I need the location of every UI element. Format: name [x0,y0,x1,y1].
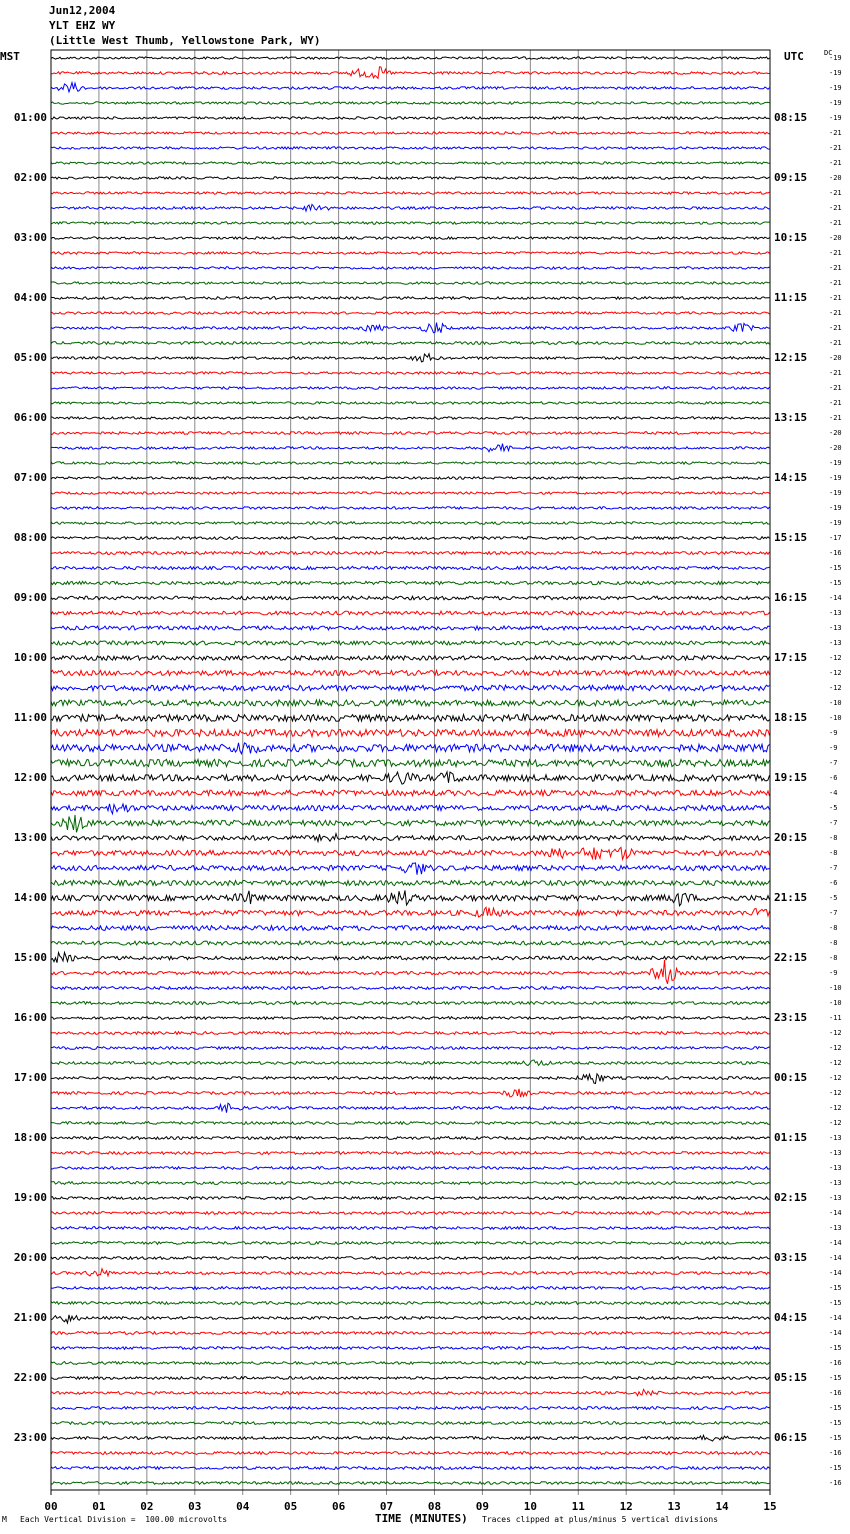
dc-offset-label: -9 [829,969,838,977]
footer-clip: Traces clipped at plus/minus 5 vertical divisions [482,1515,719,1524]
trace-66 [51,1047,770,1050]
dc-offset-label: -15 [829,1344,842,1352]
trace-63 [51,1002,770,1005]
trace-16 [51,297,770,300]
left-time-label: 17:00 [13,1071,47,1084]
left-time-label: 21:00 [13,1311,47,1324]
dc-offset-label: -8 [829,834,838,842]
trace-15 [51,282,770,284]
trace-56 [51,890,770,905]
x-tick-label: 01 [92,1500,106,1513]
dc-offset-label: -10 [829,699,842,707]
dc-offset-label: -5 [829,894,838,902]
dc-offset-label: -21 [829,144,842,152]
dc-offset-label: -10 [829,714,842,722]
trace-18 [51,323,770,333]
right-time-label: 09:15 [774,171,808,184]
x-axis-title: TIME (MINUTES) [375,1512,468,1525]
header-location: (Little West Thumb, Yellowstone Park, WY) [49,34,321,47]
dc-offset-label: -17 [829,534,842,542]
trace-13 [51,252,770,254]
dc-offset-label: -21 [829,324,842,332]
trace-12 [51,237,770,239]
trace-70 [51,1103,770,1113]
dc-offset-label: -21 [829,399,842,407]
left-time-label: 16:00 [13,1011,47,1024]
trace-1 [51,67,770,79]
dc-offset-label: -21 [829,264,842,272]
right-time-label: 14:15 [774,471,808,484]
trace-59 [51,941,770,945]
dc-offset-label: -5 [829,804,838,812]
right-time-label: 00:15 [774,1071,808,1084]
dc-offset-label: -15 [829,1374,842,1382]
trace-2 [51,83,770,92]
right-time-label: 19:15 [774,771,808,784]
left-time-label: 23:00 [13,1431,47,1444]
trace-34 [51,566,770,569]
dc-offset-label: -19 [829,69,842,77]
trace-38 [51,626,770,630]
trace-89 [51,1389,770,1395]
trace-45 [51,729,770,736]
footer-scale: Each Vertical Division = 100.00 microvolts [20,1515,228,1524]
trace-81 [51,1269,770,1276]
left-time-label: 18:00 [13,1131,47,1144]
dc-offset-label: -13 [829,624,842,632]
dc-offset-label: -13 [829,639,842,647]
header-station: YLT EHZ WY [49,19,116,32]
trace-93 [51,1452,770,1455]
traces [51,57,770,1485]
dc-offset-label: -15 [829,579,842,587]
left-time-label: 08:00 [13,531,47,544]
dc-offset-label: -16 [829,1449,842,1457]
left-time-label: 13:00 [13,831,47,844]
trace-48 [51,772,770,784]
trace-74 [51,1167,770,1170]
x-tick-label: 13 [667,1500,681,1513]
dc-offset-label: -14 [829,1209,842,1217]
dc-offset-label: -10 [829,999,842,1007]
trace-42 [51,685,770,691]
trace-36 [51,596,770,600]
dc-offset-label: -12 [829,1059,842,1067]
dc-offset-label: -20 [829,354,842,362]
trace-77 [51,1212,770,1215]
dc-offset-label: -19 [829,519,842,527]
trace-67 [51,1060,770,1066]
left-time-label: 04:00 [13,291,47,304]
dc-offset-label: -13 [829,1224,842,1232]
grid [51,50,770,1495]
dc-offset-label: -15 [829,1464,842,1472]
trace-41 [51,670,770,675]
trace-62 [51,987,770,990]
dc-offset-label: -19 [829,84,842,92]
trace-32 [51,537,770,540]
header-date: Jun12,2004 [49,4,116,17]
trace-84 [51,1315,770,1323]
trace-35 [51,581,770,584]
trace-64 [51,1017,770,1020]
dc-offset-label: -20 [829,429,842,437]
dc-offset-label: -10 [829,984,842,992]
trace-85 [51,1332,770,1335]
trace-49 [51,790,770,796]
dc-offset-label: -12 [829,654,842,662]
trace-47 [51,759,770,766]
dc-offset-label: -6 [829,879,838,887]
right-time-label: 22:15 [774,951,808,964]
trace-51 [51,815,770,832]
right-time-label: 17:15 [774,651,808,664]
right-time-label: 10:15 [774,231,808,244]
right-time-label: 15:15 [774,531,808,544]
dc-offset-label: -19 [829,54,842,62]
left-time-label: 07:00 [13,471,47,484]
dc-offset-label: -13 [829,1194,842,1202]
right-time-label: 02:15 [774,1191,808,1204]
trace-73 [51,1152,770,1155]
left-time-label: 03:00 [13,231,47,244]
dc-offset-label: -13 [829,1149,842,1157]
trace-82 [51,1287,770,1290]
dc-offset-label: -16 [829,1359,842,1367]
dc-offset-label: -7 [829,759,838,767]
dc-offset-label: -12 [829,1029,842,1037]
x-tick-label: 09 [475,1500,490,1513]
dc-offset-label: -19 [829,504,842,512]
trace-79 [51,1242,770,1245]
dc-offset-label: -12 [829,684,842,692]
dc-offset-label: -19 [829,474,842,482]
dc-offset-label: -12 [829,1104,842,1112]
dc-offset-label: -8 [829,939,838,947]
dc-offset-label: -6 [829,774,838,782]
dc-offset-label: -21 [829,129,842,137]
dc-offset-label: -15 [829,1299,842,1307]
dc-offset-label: -13 [829,1134,842,1142]
right-time-label: 11:15 [774,291,808,304]
x-tick-label: 02 [140,1500,154,1513]
trace-53 [51,847,770,859]
trace-57 [51,907,770,917]
dc-offset-label: -21 [829,384,842,392]
trace-4 [51,117,770,119]
trace-20 [51,354,770,362]
trace-71 [51,1122,770,1125]
x-tick-label: 15 [763,1500,777,1513]
trace-40 [51,656,770,660]
dc-offset-label: -21 [829,294,842,302]
dc-offset-label: -7 [829,909,838,917]
trace-9 [51,192,770,194]
dc-offset-label: -21 [829,414,842,422]
x-tick-label: 12 [619,1500,633,1513]
trace-28 [51,477,770,479]
dc-offset-label: -21 [829,339,842,347]
trace-3 [51,102,770,104]
dc-header: DC [824,49,833,57]
trace-8 [51,177,770,179]
trace-54 [51,863,770,875]
left-time-label: 02:00 [13,171,47,184]
trace-24 [51,417,770,419]
trace-46 [51,743,770,754]
left-time-label: 19:00 [13,1191,47,1204]
dc-offset-label: -15 [829,564,842,572]
trace-76 [51,1197,770,1200]
dc-offset-label: -12 [829,1074,842,1082]
dc-offset-label: -16 [829,1389,842,1397]
trace-60 [51,953,770,963]
trace-83 [51,1302,770,1305]
trace-19 [51,342,770,345]
trace-30 [51,507,770,510]
dc-offset-label: -15 [829,1419,842,1427]
right-time-label: 05:15 [774,1371,808,1384]
dc-offset-label: -11 [829,1014,842,1022]
trace-7 [51,162,770,164]
trace-27 [51,462,770,464]
trace-44 [51,715,770,722]
footer-mark: M [2,1515,7,1524]
dc-offset-label: -20 [829,174,842,182]
trace-95 [51,1482,770,1485]
left-time-label: 06:00 [13,411,47,424]
trace-91 [51,1422,770,1425]
x-tick-label: 08 [427,1500,442,1513]
dc-offset-label: -13 [829,1164,842,1172]
dc-offset-label: -21 [829,204,842,212]
left-time-label: 01:00 [13,111,47,124]
x-tick-label: 10 [523,1500,537,1513]
dc-offset-label: -8 [829,954,838,962]
trace-68 [51,1074,770,1084]
dc-offset-label: -21 [829,279,842,287]
left-time-label: 11:00 [13,711,47,724]
trace-50 [51,804,770,814]
dc-offset-label: -12 [829,1089,842,1097]
dc-offset-label: -14 [829,1254,842,1262]
dc-offset-label: -21 [829,369,842,377]
left-time-label: 22:00 [13,1371,47,1384]
dc-offset-label: -16 [829,549,842,557]
x-tick-label: 03 [188,1500,202,1513]
dc-offset-label: -15 [829,1404,842,1412]
trace-72 [51,1137,770,1140]
dc-offset-label: -14 [829,594,842,602]
right-timezone: UTC [784,50,804,63]
dc-offset-label: -7 [829,864,838,872]
left-time-label: 20:00 [13,1251,47,1264]
trace-11 [51,222,770,224]
left-time-label: 14:00 [13,891,47,904]
trace-69 [51,1089,770,1097]
dc-offset-label: -14 [829,1329,842,1337]
right-time-label: 04:15 [774,1311,808,1324]
trace-5 [51,132,770,134]
right-time-label: 16:15 [774,591,808,604]
trace-65 [51,1032,770,1035]
right-time-label: 01:15 [774,1131,808,1144]
x-tick-label: 00 [44,1500,58,1513]
left-time-label: 15:00 [13,951,47,964]
x-tick-label: 04 [236,1500,250,1513]
left-time-label: 09:00 [13,591,47,604]
trace-86 [51,1347,770,1350]
x-tick-label: 05 [284,1500,298,1513]
trace-33 [51,552,770,555]
trace-10 [51,204,770,211]
trace-88 [51,1377,770,1380]
trace-21 [51,372,770,374]
trace-78 [51,1227,770,1230]
x-tick-label: 14 [715,1500,729,1513]
right-time-label: 20:15 [774,831,808,844]
dc-offset-label: -12 [829,669,842,677]
trace-22 [51,387,770,389]
x-tick-label: 07 [379,1500,394,1513]
right-time-label: 12:15 [774,351,808,364]
trace-26 [51,444,770,452]
trace-6 [51,147,770,149]
dc-offset-label: -15 [829,1434,842,1442]
right-time-label: 13:15 [774,411,808,424]
trace-87 [51,1362,770,1365]
dc-offset-label: -9 [829,729,838,737]
dc-offset-label: -4 [829,789,838,797]
left-time-label: 05:00 [13,351,47,364]
trace-37 [51,611,770,615]
dc-offset-label: -20 [829,444,842,452]
left-timezone: MST [0,50,20,63]
dc-offset-label: -21 [829,249,842,257]
dc-offset-label: -21 [829,159,842,167]
dc-offset-label: -12 [829,1119,842,1127]
trace-31 [51,522,770,525]
dc-offset-label: -19 [829,99,842,107]
trace-52 [51,834,770,842]
dc-offset-label: -13 [829,1179,842,1187]
trace-0 [51,57,770,59]
dc-offset-label: -15 [829,1284,842,1292]
right-time-label: 08:15 [774,111,808,124]
dc-offset-label: -8 [829,849,838,857]
trace-23 [51,402,770,404]
dc-offset-label: -9 [829,744,838,752]
dc-offset-label: -21 [829,189,842,197]
trace-61 [51,960,770,984]
right-time-label: 21:15 [774,891,808,904]
dc-offset-label: -21 [829,219,842,227]
trace-80 [51,1257,770,1260]
dc-offset-label: -12 [829,1044,842,1052]
dc-offset-label: -14 [829,1269,842,1277]
dc-offset-label: -20 [829,234,842,242]
dc-offset-label: -19 [829,114,842,122]
trace-58 [51,926,770,931]
dc-offset-label: -19 [829,459,842,467]
right-time-label: 06:15 [774,1431,808,1444]
trace-14 [51,267,770,269]
left-time-label: 12:00 [13,771,47,784]
dc-offset-label: -14 [829,1314,842,1322]
trace-55 [51,880,770,885]
dc-offset-label: -8 [829,924,838,932]
x-tick-label: 06 [331,1500,346,1513]
right-time-label: 23:15 [774,1011,808,1024]
dc-offset-label: -16 [829,1479,842,1487]
left-time-label: 10:00 [13,651,47,664]
trace-75 [51,1182,770,1185]
trace-94 [51,1467,770,1470]
right-time-label: 03:15 [774,1251,808,1264]
dc-offset-label: -21 [829,309,842,317]
trace-17 [51,312,770,314]
right-time-label: 18:15 [774,711,808,724]
dc-offset-label: -13 [829,609,842,617]
dc-offset-label: -19 [829,489,842,497]
dc-offset-label: -7 [829,819,838,827]
trace-92 [51,1435,770,1441]
trace-90 [51,1407,770,1410]
x-tick-label: 11 [571,1500,585,1513]
trace-39 [51,641,770,645]
trace-29 [51,492,770,494]
trace-25 [51,432,770,435]
dc-offset-label: -14 [829,1239,842,1247]
trace-43 [51,700,770,706]
